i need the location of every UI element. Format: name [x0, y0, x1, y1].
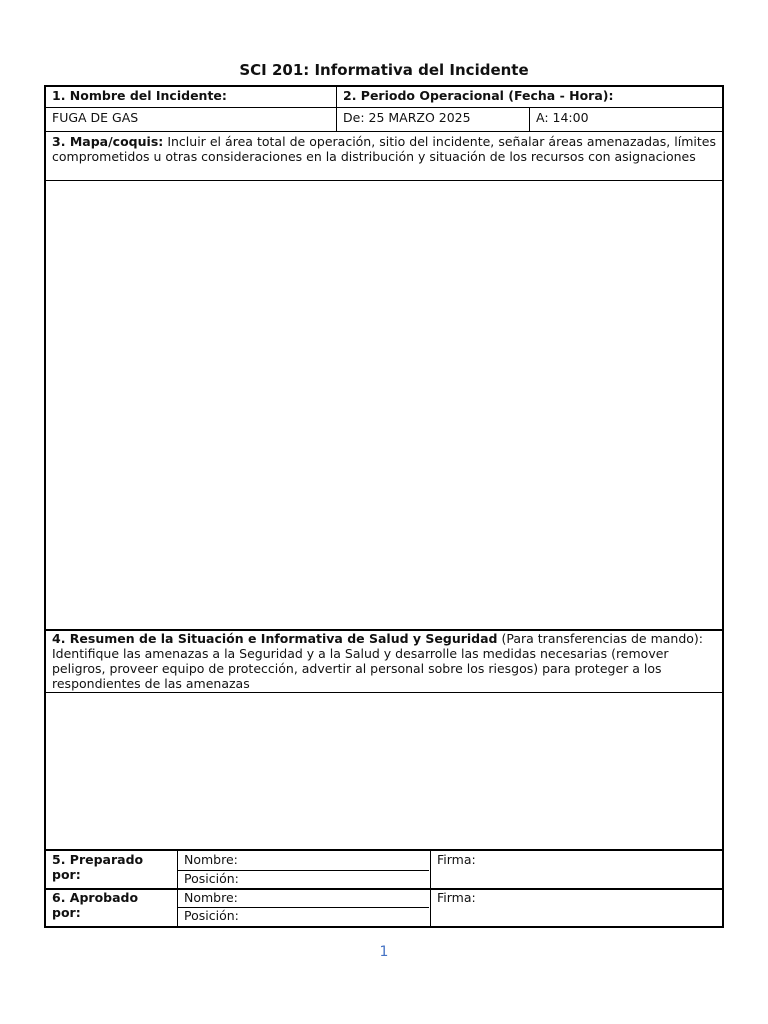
incident-name-field[interactable]: FUGA DE GAS: [52, 110, 139, 125]
situation-summary-text: (Para transferencias de mando): Identifique las amenazas a la Seguridad y a la Salud y desarrolle las medidas necesarias (remover peligros, proveer equipo de protección, advertir al personal sobre los riesgos) para proteger a los respondientes de las amenazas: [52, 631, 704, 691]
form-title: SCI 201: Informativa del Incidente: [239, 61, 529, 79]
approved-name-field[interactable]: Nombre:: [184, 890, 238, 905]
prepared-by-label: 5. Preparado por:: [52, 852, 144, 882]
prepared-position-field[interactable]: Posición:: [184, 871, 239, 886]
period-to-field[interactable]: A: 14:00: [536, 110, 589, 125]
map-sketch-text: Incluir el área total de operación, sitio del incidente, señalar áreas amenazadas, límites comprometidos u otras consideraciones en la distribución y situación de los recursos con asignaciones: [52, 134, 716, 164]
map-sketch-instructions: [46, 132, 722, 180]
prepared-signature-field[interactable]: Firma:: [437, 852, 476, 867]
situation-summary-instructions: [46, 631, 722, 693]
situation-summary-area[interactable]: [46, 693, 722, 849]
map-sketch-area[interactable]: [46, 181, 722, 629]
approved-by-label: 6. Aprobado por:: [52, 890, 139, 920]
period-from-field[interactable]: De: 25 MARZO 2025: [343, 110, 471, 125]
prepared-name-field[interactable]: Nombre:: [184, 852, 238, 867]
incident-name-label: 1. Nombre del Incidente:: [52, 88, 227, 103]
approved-signature-field[interactable]: Firma:: [437, 890, 476, 905]
operational-period-label: 2. Periodo Operacional (Fecha - Hora):: [343, 88, 614, 103]
page-number: 1: [379, 944, 389, 960]
situation-summary-label: 4. Resumen de la Situación e Informativa de Salud y Seguridad: [52, 631, 498, 646]
map-sketch-label: 3. Mapa/coquis:: [52, 134, 164, 149]
approved-position-field[interactable]: Posición:: [184, 908, 239, 923]
